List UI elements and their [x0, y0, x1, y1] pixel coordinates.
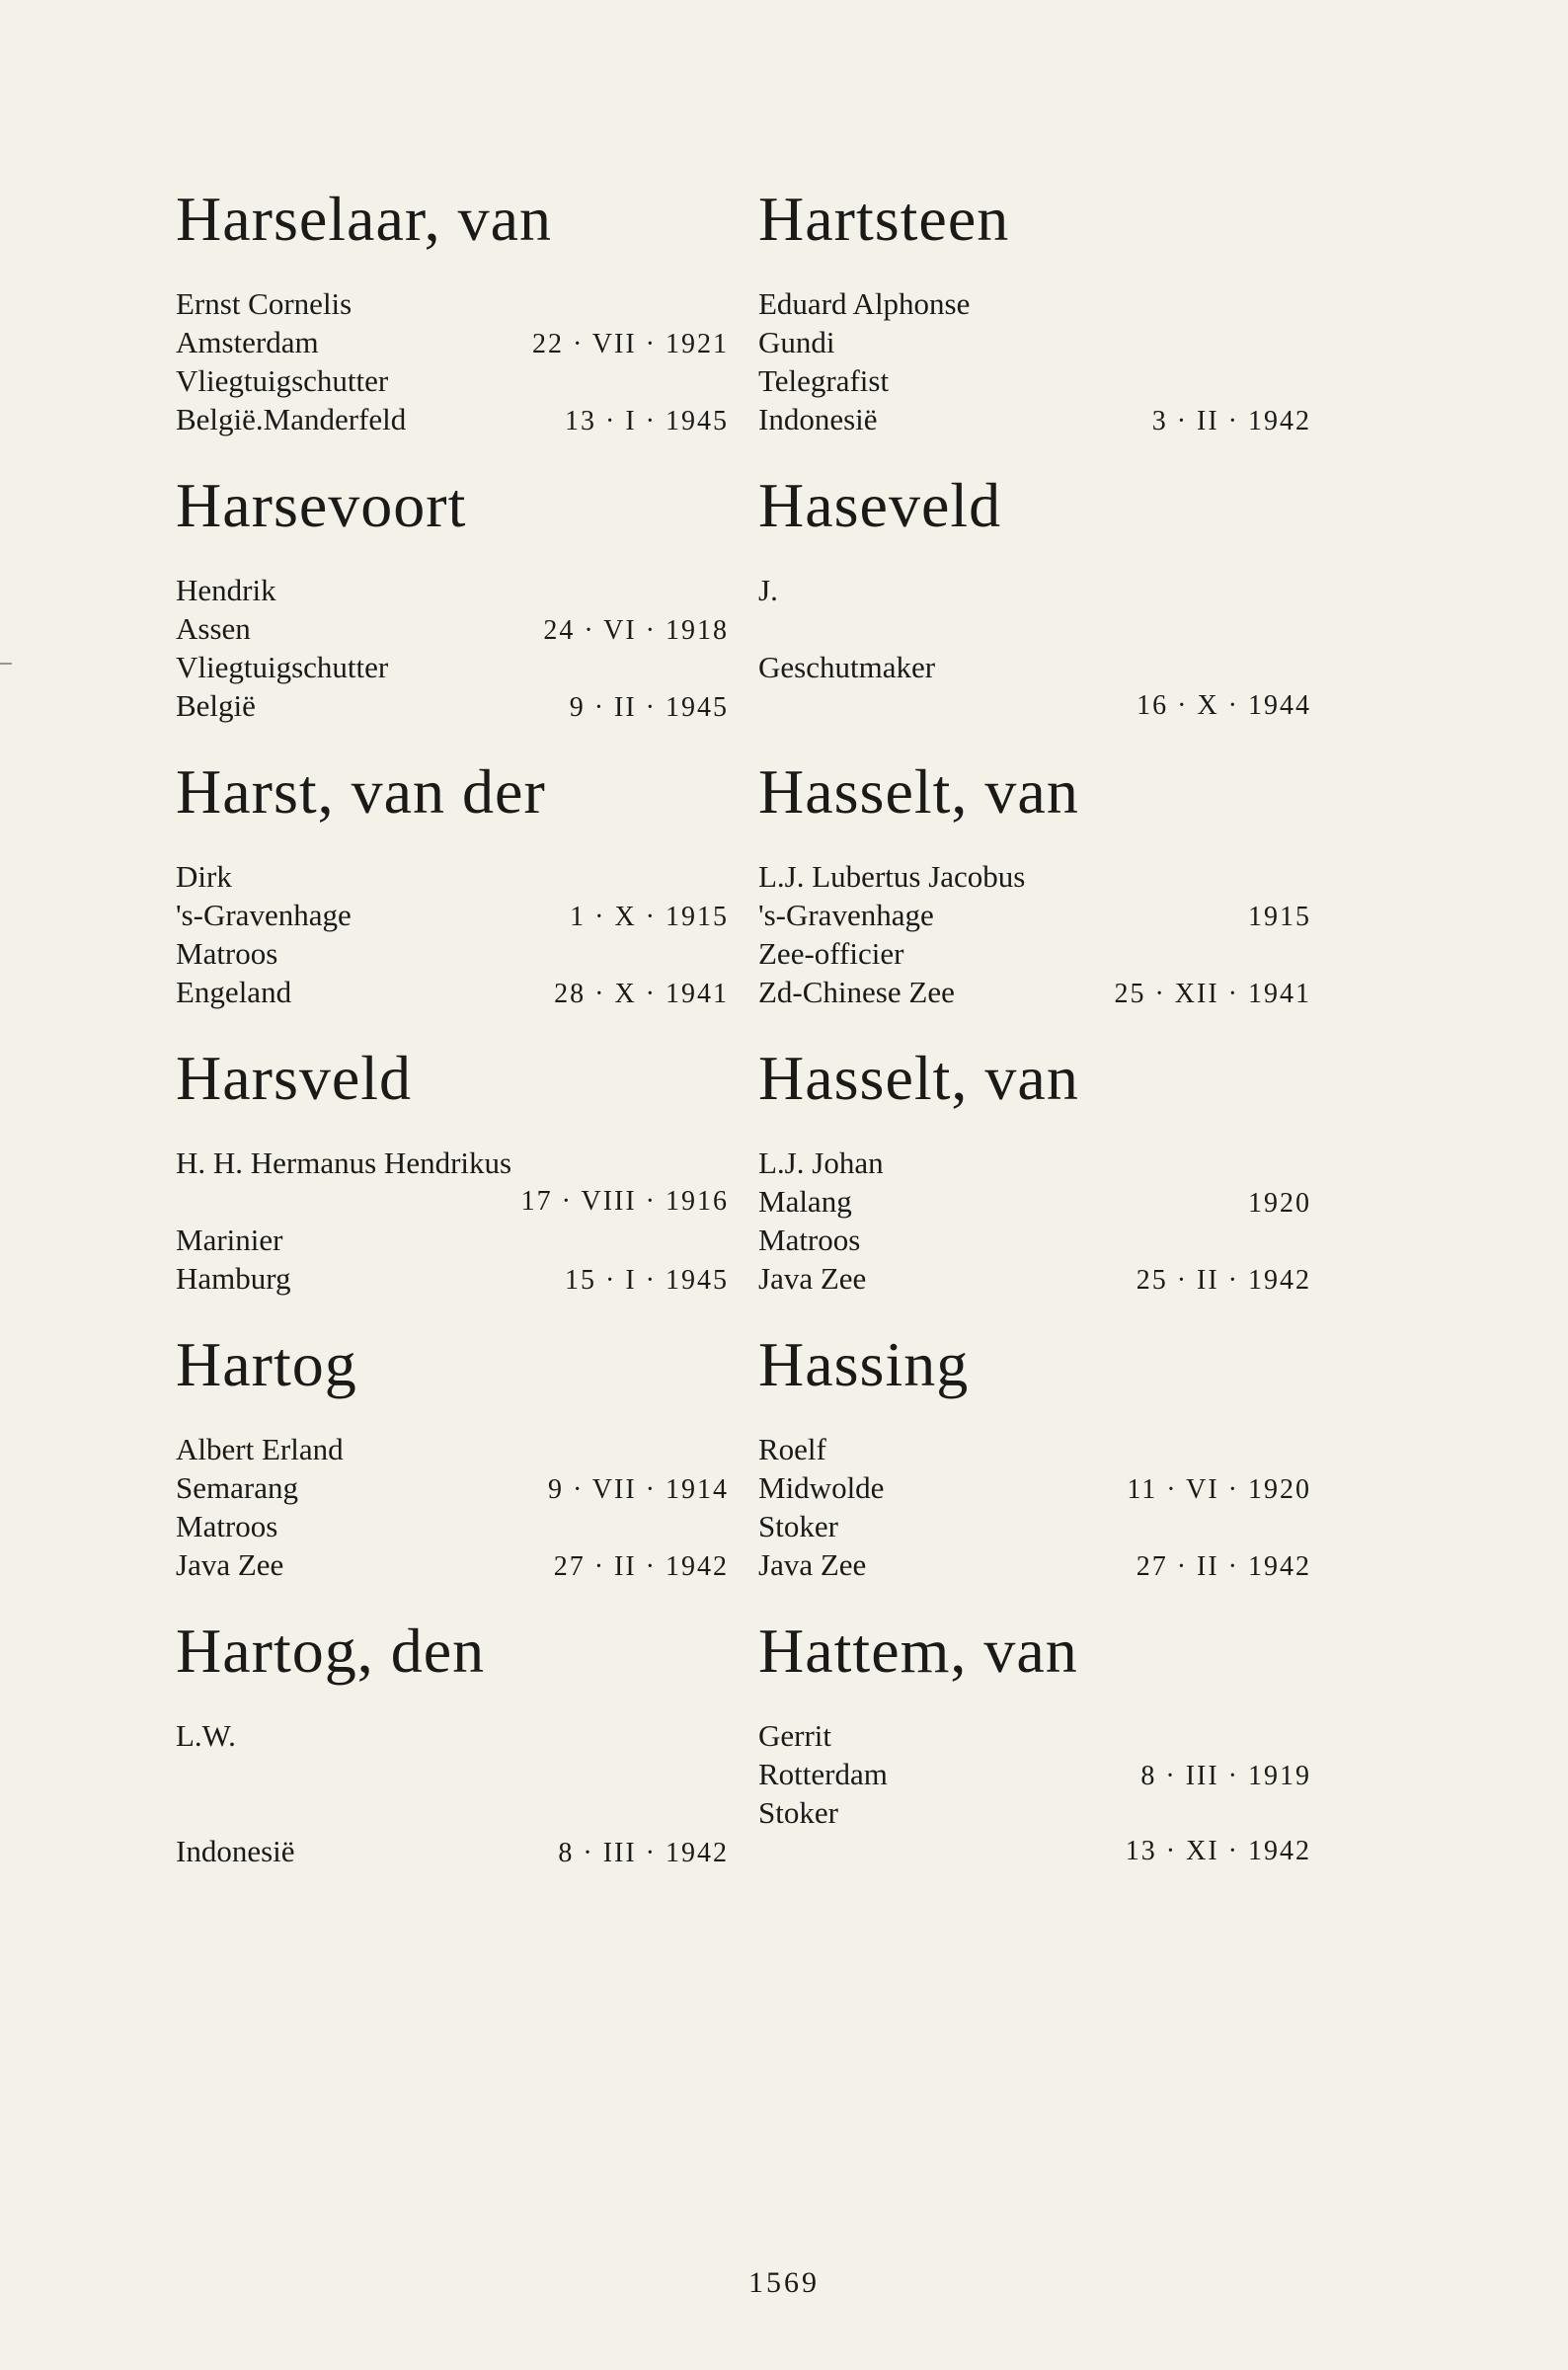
row-text: België — [176, 688, 256, 723]
entry-row — [758, 973, 1311, 1011]
entry-row — [176, 1793, 729, 1832]
entry-row — [176, 571, 729, 609]
surname-heading: Hartsteen — [758, 184, 1010, 254]
row-text: Engeland — [176, 975, 292, 1009]
row-date: 1920 — [1248, 1188, 1311, 1219]
row-text: Java Zee — [758, 1261, 867, 1296]
row-date: 25 · II · 1942 — [1136, 1265, 1311, 1296]
entry-row — [176, 973, 729, 1011]
row-text: Indonesië — [758, 402, 878, 436]
entry-row — [758, 1507, 1311, 1545]
register-entry — [758, 1616, 1311, 1906]
row-text: Stoker — [758, 1795, 838, 1830]
entry-row — [176, 400, 729, 438]
row-date: 13 · I · 1945 — [565, 406, 729, 436]
row-date: 27 · II · 1942 — [1136, 1551, 1311, 1582]
entry-row — [176, 857, 729, 896]
right-column — [758, 184, 1311, 1906]
row-text: Semarang — [176, 1470, 298, 1505]
row-text: Matroos — [758, 1223, 861, 1257]
register-entry — [176, 184, 729, 474]
entry-row — [176, 1832, 729, 1870]
surname-heading: Harselaar, van — [176, 184, 552, 254]
entry-row — [758, 1468, 1311, 1507]
entry-row — [176, 1755, 729, 1793]
entry-row — [176, 361, 729, 400]
page-number: 1569 — [748, 2266, 820, 2299]
row-date: 25 · XII · 1941 — [1114, 979, 1311, 1009]
entry-row — [758, 1832, 1311, 1870]
row-date: 13 · XI · 1942 — [1125, 1836, 1311, 1866]
row-text: 's-Gravenhage — [176, 898, 352, 932]
register-entry — [758, 1329, 1311, 1620]
entry-row — [758, 284, 1311, 323]
entry-row — [758, 1430, 1311, 1468]
row-text: Telegrafist — [758, 363, 890, 398]
row-date: 1 · X · 1915 — [570, 902, 729, 932]
register-entry — [758, 184, 1311, 474]
row-text: Roelf — [758, 1432, 826, 1466]
entry-row — [758, 1144, 1311, 1182]
row-text: Albert Erland — [176, 1432, 344, 1466]
entry-row — [176, 1430, 729, 1468]
entry-row — [176, 934, 729, 973]
register-entry — [176, 470, 729, 760]
register-entry — [758, 756, 1311, 1047]
row-text: Gundi — [758, 325, 835, 359]
row-date: 17 · VIII · 1916 — [520, 1186, 729, 1217]
entry-row — [758, 1221, 1311, 1259]
entry-row — [176, 686, 729, 725]
row-date: 3 · II · 1942 — [1151, 406, 1311, 436]
row-date: 11 · VI · 1920 — [1127, 1474, 1311, 1505]
entry-row — [176, 1545, 729, 1584]
row-date: 27 · II · 1942 — [553, 1551, 729, 1582]
entry-row — [758, 857, 1311, 896]
row-text: Matroos — [176, 936, 278, 971]
row-text: Vliegtuigschutter — [176, 650, 389, 684]
row-text: Vliegtuigschutter — [176, 363, 389, 398]
row-text: Java Zee — [758, 1547, 867, 1582]
entry-row — [176, 1507, 729, 1545]
entry-row — [176, 1221, 729, 1259]
surname-heading: Haseveld — [758, 470, 1002, 540]
entry-row — [758, 1259, 1311, 1298]
row-text: Dirk — [176, 859, 232, 894]
entry-row — [758, 896, 1311, 934]
surname-heading: Harsevoort — [176, 470, 467, 540]
entry-row — [758, 686, 1311, 725]
register-entry — [758, 470, 1311, 760]
register-entry — [176, 1329, 729, 1620]
row-text: Marinier — [176, 1223, 283, 1257]
row-date: 22 · VII · 1921 — [531, 329, 729, 359]
row-date: 15 · I · 1945 — [565, 1265, 729, 1296]
row-text: Stoker — [758, 1509, 838, 1543]
row-text: Eduard Alphonse — [758, 286, 971, 321]
entry-row — [176, 1716, 729, 1755]
register-entry — [176, 1043, 729, 1333]
row-date: 24 · VI · 1918 — [543, 615, 729, 646]
entry-row — [758, 400, 1311, 438]
row-text: Rotterdam — [758, 1757, 888, 1791]
entry-row — [176, 323, 729, 361]
row-text: België.Manderfeld — [176, 402, 407, 436]
entry-row — [176, 1144, 729, 1182]
entry-row — [176, 1259, 729, 1298]
entry-row — [176, 1468, 729, 1507]
row-text: L.J. Johan — [758, 1146, 884, 1180]
entry-row — [758, 361, 1311, 400]
entry-row — [758, 609, 1311, 648]
row-text: Java Zee — [176, 1547, 284, 1582]
entry-row — [176, 1182, 729, 1221]
register-entry — [176, 1616, 729, 1906]
row-date: 1915 — [1248, 902, 1311, 932]
row-text: Hamburg — [176, 1261, 291, 1296]
entry-row — [758, 1716, 1311, 1755]
row-text: Ernst Cornelis — [176, 286, 353, 321]
row-text: Zee-officier — [758, 936, 904, 971]
row-date: 28 · X · 1941 — [554, 979, 729, 1009]
row-text: Zd-Chinese Zee — [758, 975, 955, 1009]
row-text: Gerrit — [758, 1718, 832, 1753]
row-date: 9 · II · 1945 — [569, 692, 729, 723]
entry-row — [176, 648, 729, 686]
entry-row — [758, 1755, 1311, 1793]
left-column — [176, 184, 729, 1906]
row-text: H. H. Hermanus Hendrikus — [176, 1146, 512, 1180]
surname-heading: Harsveld — [176, 1043, 413, 1113]
surname-heading: Hartog — [176, 1329, 357, 1399]
row-text: Assen — [176, 611, 251, 646]
row-text: Geschutmaker — [758, 650, 936, 684]
entry-row — [758, 934, 1311, 973]
row-text: Indonesië — [176, 1834, 295, 1868]
row-date: 8 · III · 1942 — [558, 1838, 729, 1868]
surname-heading: Hattem, van — [758, 1616, 1078, 1686]
register-entry — [176, 756, 729, 1047]
entry-row — [758, 571, 1311, 609]
surname-heading: Hasselt, van — [758, 756, 1079, 827]
row-date: 9 · VII · 1914 — [547, 1474, 729, 1505]
entry-row — [758, 1182, 1311, 1221]
row-date: 8 · III · 1919 — [1140, 1761, 1311, 1791]
row-text: Matroos — [176, 1509, 278, 1543]
entry-row — [758, 1793, 1311, 1832]
entry-row — [758, 1545, 1311, 1584]
row-text: 's-Gravenhage — [758, 898, 934, 932]
row-text: Amsterdam — [176, 325, 319, 359]
entry-row — [176, 284, 729, 323]
entry-row — [758, 648, 1311, 686]
entry-row — [176, 609, 729, 648]
row-text: L.W. — [176, 1718, 236, 1753]
surname-heading: Hassing — [758, 1329, 970, 1399]
row-text: J. — [758, 573, 778, 607]
register-entry — [758, 1043, 1311, 1333]
surname-heading: Harst, van der — [176, 756, 546, 827]
margin-mark — [0, 663, 12, 665]
surname-heading: Hartog, den — [176, 1616, 486, 1686]
entry-row — [176, 896, 729, 934]
row-text: Malang — [758, 1184, 852, 1219]
row-text: Hendrik — [176, 573, 276, 607]
surname-heading: Hasselt, van — [758, 1043, 1079, 1113]
entry-row — [758, 323, 1311, 361]
row-date: 16 · X · 1944 — [1137, 690, 1311, 721]
row-text: L.J. Lubertus Jacobus — [758, 859, 1026, 894]
row-text: Midwolde — [758, 1470, 885, 1505]
